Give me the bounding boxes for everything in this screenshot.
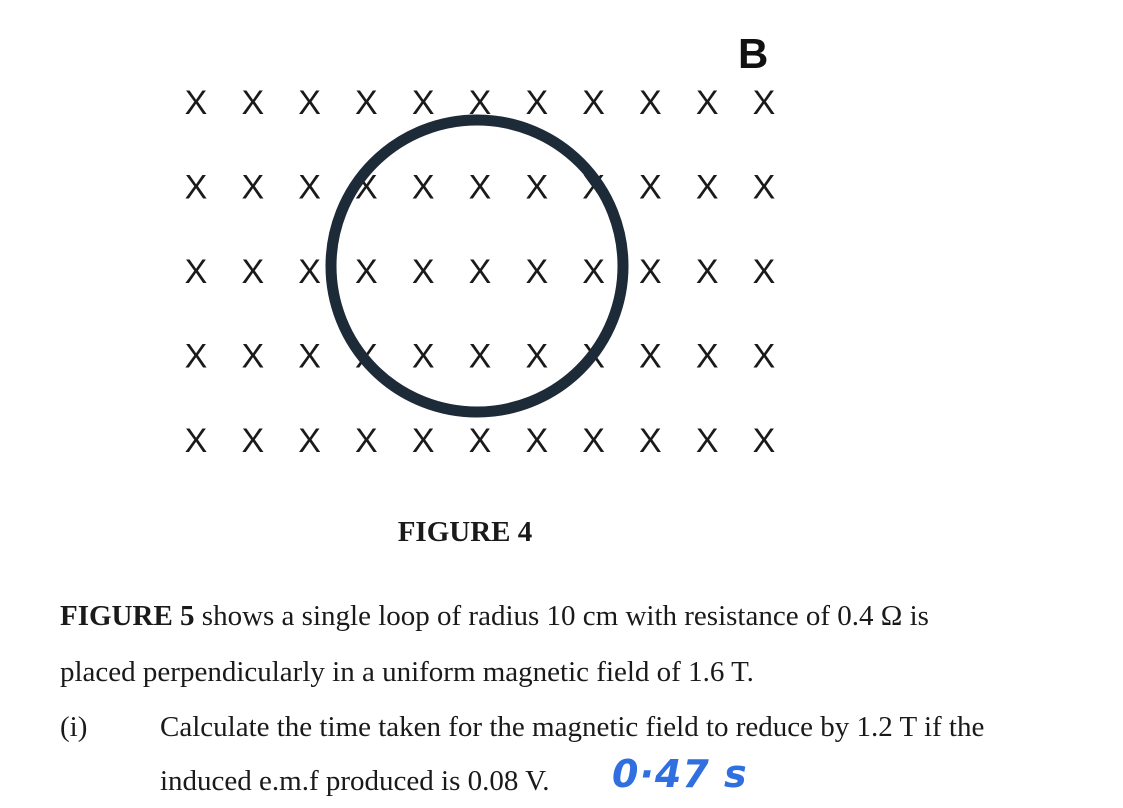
field-x-mark: X xyxy=(468,253,492,291)
field-x-mark: X xyxy=(695,422,719,460)
field-x-mark: X xyxy=(241,337,265,376)
field-x-mark: X xyxy=(411,253,435,291)
field-x-mark: X xyxy=(298,253,321,291)
field-x-mark: X xyxy=(468,168,492,207)
field-x-mark: X xyxy=(752,253,776,291)
field-x-mark: X xyxy=(525,253,549,291)
field-x-mark: X xyxy=(298,84,321,122)
field-x-mark: X xyxy=(752,422,776,460)
field-x-mark: X xyxy=(525,337,549,376)
field-x-mark: X xyxy=(695,84,719,122)
field-x-mark: X xyxy=(582,337,605,376)
field-x-mark: X xyxy=(639,253,662,291)
field-x-mark: X xyxy=(184,168,208,207)
question-paragraph-line-2: placed perpendicularly in a uniform magnetic field of 1.6 T. xyxy=(60,656,754,688)
field-x-mark: X xyxy=(298,168,321,207)
field-label-b: B xyxy=(738,30,769,77)
field-x-mark: X xyxy=(752,168,776,207)
field-x-mark: X xyxy=(752,337,776,376)
question-paragraph-line-1 xyxy=(60,600,929,633)
field-x-mark: X xyxy=(184,253,208,291)
field-x-mark: X xyxy=(639,84,662,122)
field-x-mark: X xyxy=(468,337,492,376)
field-x-mark: X xyxy=(241,168,265,207)
field-x-mark: X xyxy=(639,422,662,460)
field-x-mark: X xyxy=(695,253,719,291)
part-i-line-2: induced e.m.f produced is 0.08 V. xyxy=(160,765,550,797)
field-x-mark: X xyxy=(582,253,605,291)
field-x-mark: X xyxy=(525,422,549,460)
field-x-mark: X xyxy=(695,168,719,207)
field-x-mark: X xyxy=(355,337,378,376)
field-x-mark: X xyxy=(298,337,321,376)
field-x-mark: X xyxy=(468,84,492,122)
field-x-mark: X xyxy=(582,422,605,460)
field-x-mark: X xyxy=(241,253,265,291)
field-x-mark: X xyxy=(355,84,378,122)
part-i-line-1: Calculate the time taken for the magnetic field to reduce by 1.2 T if the xyxy=(160,711,985,743)
field-x-mark: X xyxy=(639,337,662,376)
field-x-mark: X xyxy=(525,84,549,122)
field-x-mark: X xyxy=(355,253,378,291)
field-x-mark: X xyxy=(411,422,435,460)
handwritten-answer: 0·47 s xyxy=(612,752,748,796)
field-x-mark: X xyxy=(582,84,605,122)
field-x-mark: X xyxy=(241,422,265,460)
figure-caption: FIGURE 4 xyxy=(397,516,533,548)
part-number: (i) xyxy=(60,711,88,743)
field-x-mark: X xyxy=(298,422,321,460)
field-x-mark: X xyxy=(752,84,776,122)
field-x-mark: X xyxy=(411,337,435,376)
field-x-mark: X xyxy=(355,168,378,207)
field-x-mark: X xyxy=(525,168,549,207)
field-x-mark: X xyxy=(184,337,208,376)
field-x-mark: X xyxy=(411,84,435,122)
field-x-mark: X xyxy=(241,84,265,122)
field-x-mark: X xyxy=(468,422,492,460)
figure-reference: FIGURE 5 xyxy=(60,600,195,632)
field-x-mark: X xyxy=(582,168,605,207)
field-x-mark: X xyxy=(639,168,662,207)
field-x-mark: X xyxy=(411,168,435,207)
paragraph-text: shows a single loop of radius 10 cm with resistance of 0.4 Ω is xyxy=(194,600,929,632)
field-x-mark: X xyxy=(355,422,378,460)
field-x-mark: X xyxy=(695,337,719,376)
field-x-mark: X xyxy=(184,422,208,460)
field-x-mark: X xyxy=(184,84,208,122)
